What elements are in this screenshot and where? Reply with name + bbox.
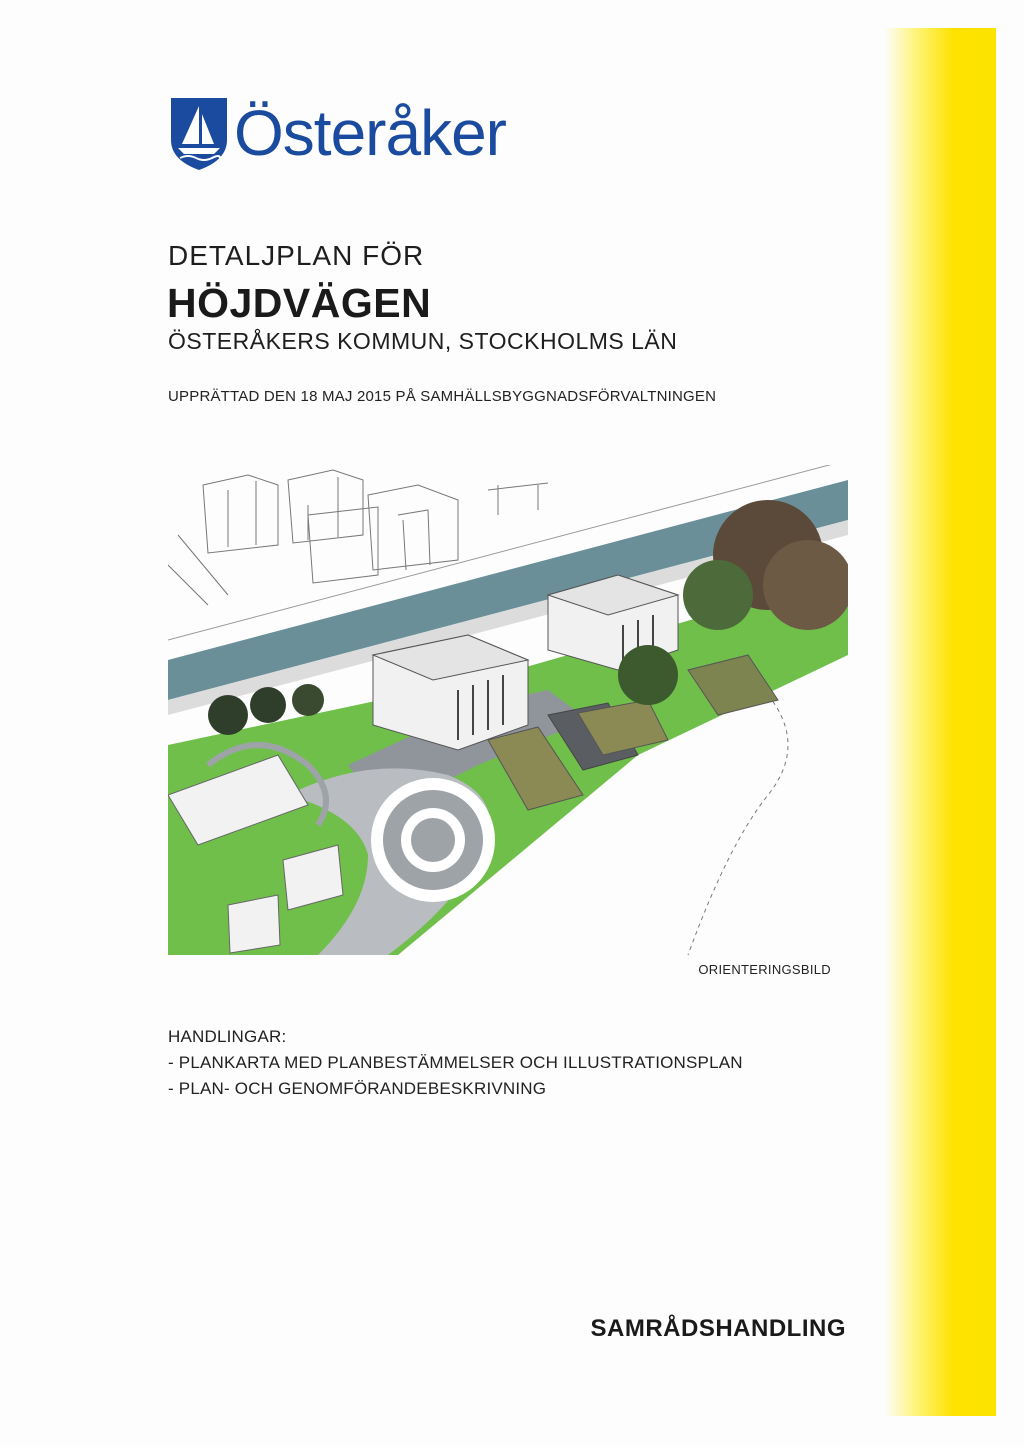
illustration-caption: ORIENTERINGSBILD [698,962,831,977]
coat-of-arms-icon [168,94,230,172]
plan-type-heading: DETALJPLAN FÖR [168,240,425,271]
municipality-logo [168,88,506,178]
municipality-subtitle: ÖSTERÅKERS KOMMUN, STOCKHOLMS LÄN [168,328,678,354]
documents-list [168,1024,743,1102]
orientation-illustration [168,465,848,955]
plan-name-title: HÖJDVÄGEN [167,280,432,326]
document-status: SAMRÅDSHANDLING [590,1315,846,1342]
document-item: - PLANKARTA MED PLANBESTÄMMELSER OCH ILLUSTRATIONSPLAN [168,1053,743,1072]
documents-heading: HANDLINGAR: [168,1027,287,1046]
document-item: - PLAN- OCH GENOMFÖRANDEBESKRIVNING [168,1079,547,1098]
yellow-side-band [884,28,996,1416]
logo-wordmark: Österåker [234,97,506,169]
established-statement: UPPRÄTTAD DEN 18 MAJ 2015 PÅ SAMHÄLLSBYGGNADSFÖRVALTNINGEN [168,388,717,405]
